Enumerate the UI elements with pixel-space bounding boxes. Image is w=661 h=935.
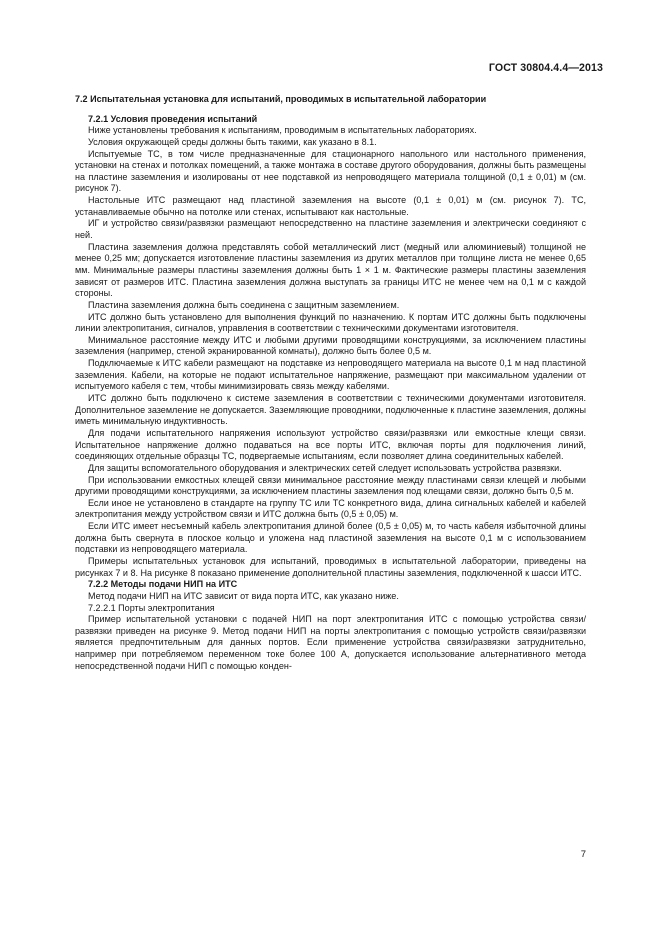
page-number: 7	[580, 849, 586, 860]
paragraph: Пример испытательной установки с подачей НИП на порт электропитания ИТС с помощью устройства связи/развязки приведен на рисунке 9. Метод подачи НИП на порты электропитания с помощью устройств связи/развязки является предпочтительным для данных портов. Если применение устройства связи/развязки затруднительно, например при потребляемом переменном токе более 100 А, допускается использование альтернативного метода непосредственной подачи НИП с помощью конден-	[75, 614, 586, 671]
clause-heading: 7.2.2.1 Порты электропитания	[88, 602, 215, 613]
paragraph: Если иное не установлено в стандарте на группу ТС или ТС конкретного вида, длина сигнальных кабелей и кабелей электропитания между устройством связи и ИТС должна быть (0,5 ± 0,05) м.	[75, 497, 586, 520]
paragraph: Для защиты вспомогательного оборудования и электрических сетей следует использовать устройства развязки.	[88, 462, 562, 473]
section-title: 7.2 Испытательная установка для испытаний, проводимых в испытательной лаборатории	[75, 94, 487, 104]
paragraph: ИТС должно быть установлено для выполнения функций по назначению. К портам ИТС должны быть подключены линии электропитания, сигналов, управления в соответствии с техническими документами изготовителя.	[75, 311, 586, 334]
paragraph: Для подачи испытательного напряжения используют устройство связи/развязки или емкостные клещи связи. Испытательное напряжение должно подаваться на все порты ИТС, включая порты для подключения линий, соединяющих отдельные образцы ТС, подвергаемые испытаниям, если позволяет длина соединительных кабелей.	[75, 427, 586, 462]
paragraph: Если ИТС имеет несъемный кабель электропитания длиной более (0,5 ± 0,05) м, то часть кабеля избыточной длины должна быть свернута в плоское кольцо и уложена над пластиной заземления на высоте 0,1 м с использованием подставки из непроводящего материала.	[75, 521, 586, 555]
paragraph: Подключаемые к ИТС кабели размещают на подставке из непроводящего материала на высоте 0,1 м над пластиной заземления. Кабели, на которые не подают испытательное напряжение, размещают при максимальном удалении от испытуемого кабеля с тем, чтобы минимизировать связь между кабелями.	[75, 358, 586, 392]
document-header: ГОСТ 30804.4.4—2013	[488, 62, 603, 74]
paragraph: Условия окружающей среды должны быть такими, как указано в 8.1.	[88, 136, 377, 147]
paragraph: Минимальное расстояние между ИТС и любыми другими проводящими конструкциями, за исключением пластины заземления (например, стеной экранированной комнаты), должно быть более 0,5 м.	[75, 334, 586, 357]
paragraph: Испытуемые ТС, в том числе предназначенные для стационарного напольного или настольного применения, установки на стенах и потолках помещений, а также монтажа в составе другого оборудования, должны быть размещены на пластине заземления и изолированы от нее подставкой из непроводящего материала толщиной (0,1 ± 0,01) м (см. рисунок 7).	[75, 148, 586, 194]
subsection-heading: 7.2.1 Условия проведения испытаний	[88, 113, 258, 124]
paragraph: Пластина заземления должна представлять собой металлический лист (медный или алюминиевый) толщиной не менее 0,25 мм; допускается изготовление пластины заземления из других металлов при толщине листа не менее 0,65 мм. Минимальные размеры пластины заземления должны быть 1 × 1 м. Фактические размеры пластины заземления зависят от размеров ИТС. Пластина заземления должна выступать за границы ИТС не менее чем на 0,1 м с каждой стороны.	[75, 241, 586, 299]
paragraph: Ниже установлены требования к испытаниям, проводимым в испытательных лабораториях.	[88, 125, 477, 136]
paragraph: При использовании емкостных клещей связи минимальное расстояние между пластинами связи клещей и любыми другими проводящими конструкциями, за исключением пластины заземления под клещами связи, должно быть 0,5 м.	[75, 474, 586, 497]
paragraph: Примеры испытательных установок для испытаний, проводимых в испытательной лаборатории, приведены на рисунках 7 и 8. На рисунке 8 показано применение дополнительной пластины заземления, подключенной к шасси ИТС.	[75, 555, 586, 578]
paragraph: ИТС должно быть подключено к системе заземления в соответствии с техническими документами изготовителя. Дополнительное заземление не допускается. Заземляющие проводники, подключенные к пластине заземления, должны иметь минимальную индуктивность.	[75, 393, 586, 427]
paragraph: Пластина заземления должна быть соединена с защитным заземлением.	[88, 299, 400, 310]
subsection-heading: 7.2.2 Методы подачи НИП на ИТС	[88, 579, 238, 590]
paragraph: Метод подачи НИП на ИТС зависит от вида порта ИТС, как указано ниже.	[88, 590, 399, 601]
paragraph: Настольные ИТС размещают над пластиной заземления на высоте (0,1 ± 0,01) м (см. рисунок 7). ТС, устанавливаемые обычно на потолке или стенах, испытывают как настольные.	[75, 195, 586, 217]
paragraph: ИГ и устройство связи/развязки размещают непосредственно на пластине заземления и электрически соединяют с ней.	[75, 218, 586, 241]
document-body	[75, 94, 586, 672]
